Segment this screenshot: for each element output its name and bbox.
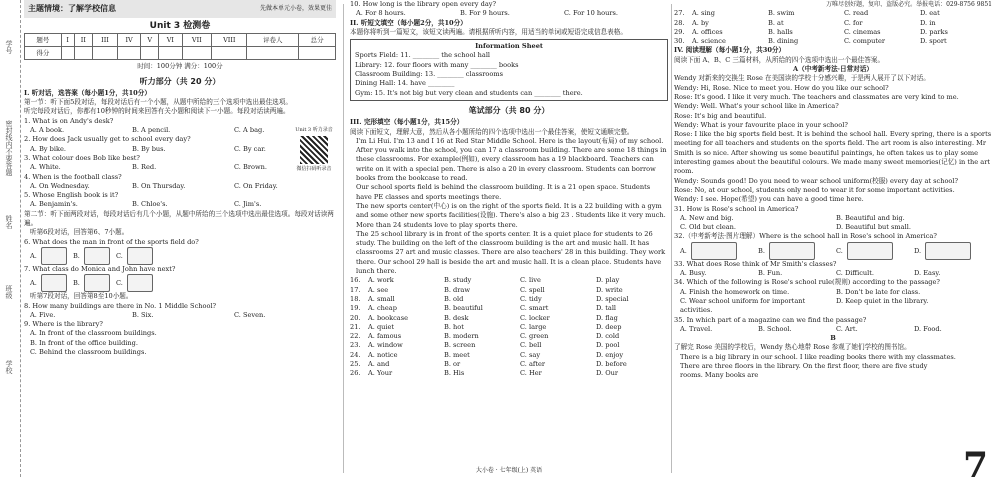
question-number: 16.	[350, 276, 361, 285]
cloze-choices	[350, 276, 668, 378]
option-letter: A.	[680, 246, 687, 255]
score-header-cell: VII	[182, 34, 211, 47]
written-title: 笔试部分（共 80 分）	[468, 105, 550, 115]
picture-icon	[41, 247, 67, 265]
option[interactable]: C. large	[520, 322, 547, 331]
option[interactable]: C. A bag.	[234, 126, 265, 135]
option[interactable]: B. School.	[758, 324, 792, 333]
question-34: 34. Which of the following is Rose's school rule(规则) according to the passage?	[674, 278, 940, 287]
option[interactable]: B. at	[768, 18, 784, 27]
question-options	[24, 126, 336, 135]
choice-row	[350, 369, 668, 378]
dialog-line: Rose: It's big and beautiful.	[674, 111, 767, 120]
question-34-options	[674, 288, 992, 297]
dialog-line: Wendy: Hi, Rose. Nice to meet you. How do you like our school?	[674, 83, 889, 92]
listening-questions	[24, 117, 336, 210]
option[interactable]: B. hot	[444, 322, 464, 331]
option[interactable]: B. or	[444, 359, 461, 368]
question-options	[24, 145, 336, 154]
score-cell	[212, 47, 247, 60]
score-header-cell: 评卷人	[247, 34, 299, 47]
question-number: 1.	[24, 116, 31, 125]
question-number: 27.	[674, 9, 685, 18]
picture-icon	[41, 274, 67, 292]
choice-row	[350, 351, 668, 360]
score-cell	[141, 47, 159, 60]
option[interactable]: B. On Thursday.	[132, 181, 186, 190]
column-3	[674, 0, 992, 477]
cloze-passage	[350, 137, 668, 276]
question-text: What is on Andy's desk?	[32, 116, 114, 125]
option[interactable]: B. halls	[768, 27, 793, 36]
option[interactable]: D. Keep quiet in the library.	[836, 296, 929, 305]
option[interactable]: D. sport	[920, 37, 947, 46]
qr-block	[294, 126, 334, 175]
option[interactable]: B. modern	[444, 332, 479, 341]
option[interactable]: C. for	[844, 18, 863, 27]
option[interactable]: A. White.	[30, 163, 61, 172]
option[interactable]: A. window	[368, 341, 403, 350]
side-label-number: 学号	[5, 40, 13, 54]
section-2b: 听第7段对话，回答第8至10小题。	[30, 292, 133, 301]
side-label-name: 姓名	[5, 215, 13, 229]
question-text: When is the football class?	[32, 172, 122, 181]
option[interactable]: A. bookcase	[368, 313, 409, 322]
option[interactable]: D. Easy.	[914, 269, 941, 278]
option[interactable]: B. swim	[768, 9, 795, 18]
option[interactable]: C. spell	[520, 285, 545, 294]
part-iv-title: IV. 阅读理解（每小题1分，共30分）	[674, 46, 786, 55]
score-header-cell: VI	[159, 34, 183, 47]
option[interactable]: C. bell	[520, 341, 542, 350]
option[interactable]: C. Jim's.	[234, 200, 262, 209]
part-iii-desc: 阅读下面短文，理解大意，然后从各小题所给的四个选项中选出一个最佳答案，使短文通顺完整。	[350, 127, 634, 136]
option[interactable]: B. screen	[444, 341, 476, 350]
topic-note: 先做本单元小卷，效果更佳	[259, 5, 332, 12]
option[interactable]: C. Her	[520, 369, 542, 378]
option[interactable]: A. work	[368, 276, 394, 285]
topic-title: 主题情境：了解学校信息	[28, 4, 116, 13]
choice-row	[350, 304, 668, 313]
question-number: 4.	[24, 172, 31, 181]
choice-row	[674, 28, 992, 37]
option[interactable]: A. and	[368, 359, 390, 368]
page-footer: 大小卷 · 七年级(上) 英语	[475, 466, 543, 474]
choice-row	[350, 276, 668, 285]
score-header-cell: 总分	[299, 34, 336, 47]
option-letter: D.	[914, 246, 922, 255]
score-cell	[117, 47, 141, 60]
option[interactable]: B. By bus.	[132, 144, 166, 153]
option[interactable]: D. eat	[920, 9, 940, 18]
question-10-options	[350, 9, 668, 18]
question-number: 23.	[350, 341, 361, 350]
option[interactable]: D. flag	[596, 313, 618, 322]
option[interactable]: D. before	[596, 359, 627, 368]
option[interactable]: B. A pencil.	[132, 126, 171, 135]
score-table	[24, 33, 336, 60]
question-number: 18.	[350, 294, 361, 303]
option[interactable]: B. Fun.	[758, 269, 783, 278]
option[interactable]: B. Chloe's.	[132, 200, 168, 209]
choice-row	[350, 295, 668, 304]
score-header-cell: II	[74, 34, 93, 47]
information-sheet	[350, 39, 668, 101]
cloze-choices	[674, 9, 992, 46]
option[interactable]: D. in	[920, 18, 936, 27]
question-7: 7. What class do Monica and John have next?	[24, 264, 176, 273]
question-6	[24, 238, 336, 247]
part-i-title: I. 听对话，选答案（每小题1分，共10分）	[24, 88, 151, 97]
topic-header	[24, 0, 336, 18]
question-options	[24, 182, 336, 191]
option[interactable]: C. live	[520, 276, 541, 285]
option[interactable]: A. New and big.	[680, 213, 734, 222]
question-34-options	[674, 297, 992, 316]
option[interactable]: C. after	[520, 359, 546, 368]
choice-row	[674, 9, 992, 18]
question-6-text: 6. What does the man in front of the sports field do?	[24, 237, 199, 246]
listening-question	[24, 117, 336, 126]
question-number: 2.	[24, 135, 31, 144]
option[interactable]: C. Brown.	[234, 163, 267, 172]
option[interactable]: C. Behind the classroom buildings.	[30, 348, 147, 357]
score-cell	[159, 47, 183, 60]
option[interactable]: A. science	[692, 37, 726, 46]
passage-b-text: There are three floors in the library. On the first floor, there are five study rooms. Many books are	[680, 361, 928, 380]
score-header-cell: VIII	[212, 34, 247, 47]
option[interactable]: A. Busy.	[680, 269, 707, 278]
listening-question	[24, 173, 336, 182]
dialog-line: Rose: I like the big sports field best. It is behind the school hall. Every spring, there is a sports meeting for all teachers and students on the sports field. The art room is also interesting. Mr Smith is so nice. After showing us some beautiful paintings, he often takes us to play some interesting games about the beautiful colours. We made many sweet memories(记忆) in the art room.	[674, 130, 992, 176]
time-info: 时间：100分钟 满分：100分	[137, 62, 223, 71]
qr-label: Unit 3 听力录音	[295, 127, 333, 133]
section-2-desc: 第二节：听下面两段对话，每段对话后有几个小题，从题中所给的三个选项中选出最佳选项。每段对话读两遍。	[24, 209, 334, 228]
option[interactable]: B. desk	[444, 313, 469, 322]
option[interactable]: C. green	[520, 332, 549, 341]
option[interactable]	[758, 242, 836, 260]
question-number: 30.	[674, 37, 685, 46]
option[interactable]	[914, 242, 992, 260]
question-number: 5.	[24, 191, 31, 200]
question-number: 29.	[674, 27, 685, 36]
score-label: 得分	[25, 47, 62, 60]
option[interactable]: A. Finish the homework on time.	[680, 287, 790, 296]
qr-note: 微信扫码听录音	[296, 166, 332, 173]
part-ii-desc: 本题你将听到一篇短文，该短文读两遍。请根据所听内容，用适当的单词或短语完成信息表格。	[350, 27, 627, 36]
option[interactable]: B. Red.	[132, 163, 157, 172]
score-header-cell: IV	[117, 34, 141, 47]
question-35: 35. In which part of a magazine can we find the passage?	[674, 315, 867, 324]
question-text: Whose English book is it?	[32, 191, 119, 200]
option[interactable]: C. computer	[844, 37, 886, 46]
option[interactable]: D. Food.	[914, 324, 942, 333]
option[interactable]: C. Old but clean.	[680, 223, 737, 232]
question-10: 10. How long is the library open every day?	[350, 0, 497, 8]
sheet-row: Dining Hall: 14. have ________	[355, 79, 455, 88]
question-number: 25.	[350, 359, 361, 368]
question-options	[24, 200, 336, 209]
score-cell	[61, 47, 74, 60]
option[interactable]: B. For 9 hours.	[460, 9, 510, 18]
sheet-title: Information Sheet	[475, 42, 543, 51]
picture-icon	[127, 274, 153, 292]
option[interactable]: B. His	[444, 369, 465, 378]
question-number: 22.	[350, 332, 361, 341]
option[interactable]: D. tall	[596, 304, 617, 313]
question-33: 33. What does Rose think of Mr Smith's classes?	[674, 259, 837, 268]
picture-icon	[127, 247, 153, 265]
column-1	[24, 0, 336, 477]
score-cell	[74, 47, 93, 60]
map-picture-icon	[691, 242, 737, 260]
option[interactable]	[680, 242, 758, 260]
option[interactable]: C. Difficult.	[836, 269, 874, 278]
option[interactable]: A. In front of the classroom buildings.	[30, 329, 157, 338]
section-2a: 听第6段对话，回答第6、7小题。	[30, 228, 129, 237]
question-options	[24, 163, 336, 172]
option[interactable]: B. study	[444, 276, 472, 285]
side-label-class: 班级	[5, 285, 13, 299]
score-cell	[93, 47, 118, 60]
question-text: What colour does Bob like best?	[32, 153, 140, 162]
option[interactable]: C. Seven.	[234, 310, 266, 319]
binding-margin	[0, 0, 21, 477]
option[interactable]: D. parks	[920, 27, 948, 36]
page-number: 7	[962, 444, 988, 477]
option[interactable]: A. Five.	[30, 310, 56, 319]
score-header-cell: III	[93, 34, 118, 47]
question-number: 21.	[350, 322, 361, 331]
question-31: 31. How is Rose's school in America?	[674, 204, 799, 213]
option[interactable]: D. deep	[596, 322, 622, 331]
score-cell	[247, 47, 299, 60]
option[interactable]: A. quiet	[368, 322, 395, 331]
dialog-line: Wendy: What is your favourite place in your school?	[674, 120, 848, 129]
part-iii-title: III. 完形填空（每小题1分，共15分）	[350, 118, 464, 127]
option[interactable]: A. A book.	[30, 126, 65, 135]
choice-row	[350, 323, 668, 332]
option[interactable]: D. Our	[596, 369, 619, 378]
sheet-row: Classroom Building: 13. ________ classrooms	[355, 70, 503, 79]
passage-paragraph: The 25 school library is in front of the sports center. It is a quiet place for students to 26 study. The building on the left of the classroom building is the art and music hall. It has classrooms 27 art and music classes. There are also teachers' 28 in this building. They work there. Our school 29 hall is beside the art and music hall. It is a clean place. Students have lunch there.	[356, 229, 666, 276]
passage-paragraph: I'm Li Hui. I'm 13 and I 16 at Red Star Middle School. Here is the layout(布局) of my school.	[356, 136, 664, 145]
option-letter: B.	[758, 246, 765, 255]
score-header-cell: V	[141, 34, 159, 47]
option[interactable]: A. offices	[692, 27, 723, 36]
column-divider	[343, 4, 344, 473]
choice-row	[350, 341, 668, 350]
dialog-line: Wendy: Sounds good! Do you need to wear school uniform(校服) every day at school?	[674, 176, 959, 185]
option[interactable]: D. cold	[596, 332, 620, 341]
option[interactable]: D. write	[596, 285, 623, 294]
passage-paragraph: Our school sports field is behind the classroom building. It is a 21 open space. Students have PE classes and sports meetings there.	[356, 183, 651, 201]
option[interactable]: A. For 8 hours.	[356, 9, 406, 18]
dialog-line: Wendy: Well. What's your school like in America?	[674, 102, 839, 111]
dialog-line: Rose: No, at our school, students only need to wear it for some important activities.	[674, 185, 955, 194]
option[interactable]: D. play	[596, 276, 620, 285]
question-number: 19.	[350, 304, 361, 313]
question-number: 26.	[350, 369, 361, 378]
option[interactable]: B. Six.	[132, 310, 154, 319]
qr-code-icon[interactable]	[300, 136, 328, 164]
listening-question	[24, 135, 336, 144]
option[interactable]: A. Benjamin's.	[30, 200, 78, 209]
option[interactable]: C. locker	[520, 313, 550, 322]
option[interactable]: A. famous	[368, 332, 402, 341]
part-iv-desc: 阅读下面 A、B、C 三篇材料，从所给的四个选项中选出一个最佳答案。	[674, 55, 885, 64]
choice-row	[350, 360, 668, 369]
question-text: How does Jack usually get to school every day?	[32, 135, 191, 144]
option[interactable]: C. For 10 hours.	[564, 9, 619, 18]
option[interactable]: B. meet	[444, 350, 470, 359]
question-number: 28.	[674, 18, 685, 27]
option[interactable]: A. By bike.	[30, 144, 66, 153]
question-32: 32.（中考新考法·图片理解）Where is the school hall in Rose's school in America?	[674, 232, 937, 241]
q7-pictures: A. B. C.	[24, 274, 336, 292]
option[interactable]: A. Your	[368, 369, 393, 378]
question-8: 8. How many buildings are there in No. 1 Middle School?	[24, 301, 217, 310]
option[interactable]: A. On Wednesday.	[30, 181, 90, 190]
choice-row	[350, 314, 668, 323]
column-2	[350, 0, 668, 477]
passage-a-title: A（中考新考法·日常对话）	[793, 65, 873, 74]
passage-b-intro: 了解完 Rose 美国的学校后，Wendy 热心地带 Rose 参观了她们学校的图书馆。	[674, 343, 911, 352]
map-picture-icon	[769, 242, 815, 260]
option[interactable]: C. cinemas	[844, 27, 881, 36]
sheet-row: Library: 12. four floors with many ________ books	[355, 60, 519, 69]
dialog-line: Rose: It's good. I like it very much. The teachers and classmates are very kind to me.	[674, 92, 959, 101]
option[interactable]: A. by	[692, 18, 709, 27]
score-cell	[299, 47, 336, 60]
side-label-school: 学校	[5, 360, 13, 374]
option[interactable]: C. read	[844, 9, 869, 18]
option[interactable]: A. cheap	[368, 304, 397, 313]
option[interactable]: D. pool	[596, 341, 620, 350]
question-33-options	[674, 269, 992, 278]
picture-icon	[84, 247, 110, 265]
option[interactable]: B. In front of the office building.	[30, 338, 138, 347]
question-number: 3.	[24, 153, 31, 162]
passage-b-text: There is a big library in our school. I like reading books there with my classmates.	[680, 352, 956, 361]
passage-paragraph: After you walk into the school, you can 17 a classroom building. There are some 18 things in these classrooms. For example(例如), every classroom has a 19 blackboard. Teachers can write on it with a special pen. There is also a 20 in every classroom. Students can borrow books from the bookcase to read.	[356, 146, 667, 183]
option[interactable]: B. Don't be late for class.	[836, 287, 921, 296]
question-31-options	[674, 214, 992, 223]
choice-row	[674, 19, 992, 28]
dialog	[674, 84, 992, 205]
question-8-options	[24, 311, 336, 320]
question-9: 9. Where is the library?	[24, 320, 103, 329]
option-letter: C.	[836, 246, 843, 255]
question-number: 20.	[350, 313, 361, 322]
option[interactable]: C. say	[520, 350, 541, 359]
option[interactable]: A. small	[368, 294, 395, 303]
option[interactable]: A. sing	[692, 9, 715, 18]
option[interactable]: D. Beautiful but small.	[836, 223, 911, 232]
listening-title: 听力部分（共 20 分）	[139, 76, 221, 86]
option[interactable]: B. dining	[768, 37, 799, 46]
option[interactable]: C. tidy	[520, 294, 542, 303]
listening-question	[24, 191, 336, 200]
map-picture-icon	[925, 242, 971, 260]
option[interactable]: C. smart	[520, 304, 549, 313]
option[interactable]: C. On Friday.	[234, 181, 278, 190]
question-number: 24.	[350, 350, 361, 359]
question-number: 17.	[350, 285, 361, 294]
q6-pictures: A. B. C.	[24, 247, 336, 265]
option[interactable]: D. enjoy	[596, 350, 624, 359]
option[interactable]: B. beautiful	[444, 304, 483, 313]
option[interactable]: C. By car.	[234, 144, 266, 153]
map-picture-icon	[847, 242, 893, 260]
passage-b-title: B	[830, 334, 836, 343]
question-32-options	[674, 242, 992, 260]
option[interactable]: A. notice	[368, 350, 398, 359]
question-35-options	[674, 325, 992, 334]
option[interactable]: C. Art.	[836, 324, 858, 333]
picture-icon	[84, 274, 110, 292]
option[interactable]: A. see	[368, 285, 389, 294]
part-i-desc: 第一节：听下面5段对话，每段对话后有一个小题，从题中所给的三个选项中选出最佳选项。听完每段对话后，你都有10秒钟的时间来回答有关小题和阅读下一小题。每段对话读两遍。	[24, 98, 292, 116]
dialog-line: Wendy: I see. Hope(希望) you can have a good time here.	[674, 195, 864, 204]
sheet-row: Sports Field: 11. ________ the school hall	[355, 51, 491, 60]
choice-row	[350, 332, 668, 341]
score-cell	[182, 47, 211, 60]
sheet-row: Gym: 15. It's not big but very clean and students can ________ there.	[355, 88, 583, 97]
option[interactable]	[836, 242, 914, 260]
option[interactable]: D. special	[596, 294, 629, 303]
listening-question	[24, 154, 336, 163]
side-label-warning: 密封线内不要答题	[5, 120, 13, 176]
passage-a-intro: Wendy 对新来的交换生 Rose 在美国读的学校十分感兴趣，于是两人展开了以下对话。	[674, 74, 930, 83]
part-ii-title: II. 听短文填空（每小题2分，共10分）	[350, 18, 467, 27]
unit-title: Unit 3 检测卷	[149, 21, 211, 31]
option[interactable]: B. draw	[444, 285, 470, 294]
option[interactable]: B. Beautiful and big.	[836, 213, 905, 222]
column-divider	[671, 4, 672, 473]
choice-row	[350, 286, 668, 295]
passage-paragraph: The new sports center(中心) is on the right of the sports field. It is a 22 building with a gym and some other new sports facilities(设施). There's also a big 23 . Students like it very much. More than 24 students love to play sports there.	[356, 201, 666, 229]
option[interactable]: B. old	[444, 294, 464, 303]
score-header-cell: 题号	[25, 34, 62, 47]
option[interactable]: A. Travel.	[680, 324, 713, 333]
score-header-cell: I	[61, 34, 74, 47]
publisher-line: 万唯尽创好题，复印、盗版必究。举报电话：029-8756 9851	[826, 1, 992, 8]
option[interactable]: C. Wear school uniform for important activities.	[680, 296, 806, 315]
